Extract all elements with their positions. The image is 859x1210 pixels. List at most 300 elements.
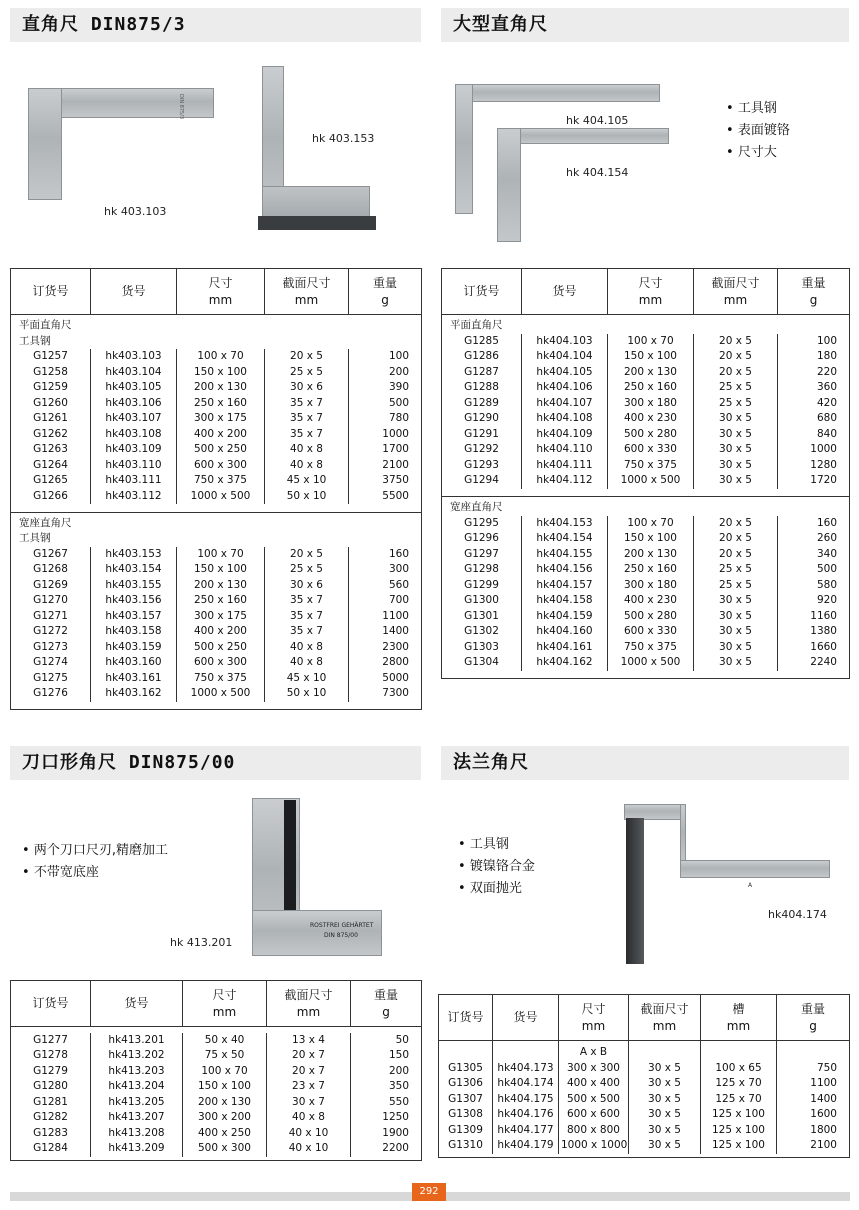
table-cell: 780: [349, 411, 422, 427]
table-cell: 30 x 5: [694, 442, 778, 458]
group-row: [442, 497, 850, 516]
table-row: [442, 334, 850, 350]
table-row: [11, 489, 422, 505]
table-row: [11, 640, 422, 656]
column-header: 尺寸 mm: [183, 981, 267, 1027]
table-cell: hk404.104: [522, 349, 608, 365]
table-cell: 680: [778, 411, 850, 427]
table-cell: 2200: [351, 1141, 422, 1157]
table-cell: 30 x 5: [694, 458, 778, 474]
table-row: [11, 562, 422, 578]
column-header: 货号: [522, 269, 608, 315]
table-cell: 25 x 5: [265, 562, 349, 578]
column-header: 尺寸 mm: [608, 269, 694, 315]
features-flange-square: [458, 834, 535, 900]
table-cell: 1700: [349, 442, 422, 458]
table-row: [442, 593, 850, 609]
image-label-404-105: hk 404.105: [566, 114, 629, 127]
table-cell: hk403.107: [91, 411, 177, 427]
table-cell: hk404.153: [522, 516, 608, 532]
table-cell: 550: [351, 1095, 422, 1111]
table-cell: 600 x 300: [177, 655, 265, 671]
table-cell: 1280: [778, 458, 850, 474]
table-cell: 125 x 70: [701, 1092, 777, 1108]
column-header: 重量 g: [349, 269, 422, 315]
table-cell: G1281: [33, 1095, 68, 1108]
table-cell: 20 x 5: [694, 531, 778, 547]
table-cell: 250 x 160: [608, 562, 694, 578]
table-row: [11, 349, 422, 365]
table-cell: 35 x 7: [265, 427, 349, 443]
feature-item: • 工具钢: [726, 98, 790, 120]
table-row: [439, 1076, 850, 1092]
table-cell: hk403.111: [91, 473, 177, 489]
table-cell: G1270: [33, 594, 68, 606]
table-cell: 400 x 230: [608, 411, 694, 427]
table-cell: hk403.103: [91, 349, 177, 365]
table-cell: 40 x 10: [267, 1126, 351, 1142]
column-header: 货号: [91, 269, 177, 315]
table-row: [11, 365, 422, 381]
table-cell: 75 x 50: [183, 1048, 267, 1064]
table-cell: 35 x 7: [265, 411, 349, 427]
table-row: [442, 624, 850, 640]
table-cell: 1000 x 500: [608, 473, 694, 489]
table-cell: 1160: [778, 609, 850, 625]
table-cell: 100 x 70: [183, 1064, 267, 1080]
table-cell: G1294: [464, 474, 499, 486]
image-label-403-103: hk 403.103: [104, 205, 167, 218]
table-cell: 3750: [349, 473, 422, 489]
table-cell: 920: [778, 593, 850, 609]
table-cell: G1274: [33, 656, 68, 668]
group-row: [11, 315, 422, 350]
dimension-subheader: A x B: [559, 1041, 629, 1061]
table-cell: 30 x 5: [629, 1138, 701, 1154]
table-cell: 30 x 5: [694, 427, 778, 443]
table-cell: 2240: [778, 655, 850, 671]
table-cell: 200: [351, 1064, 422, 1080]
table-cell: 200 x 130: [608, 365, 694, 381]
table-cell: hk413.204: [91, 1079, 183, 1095]
features-large-square: [726, 98, 790, 164]
table-cell: 1400: [349, 624, 422, 640]
table-row: [11, 1079, 422, 1095]
table-row: [11, 547, 422, 563]
table-cell: 750 x 375: [608, 458, 694, 474]
table-cell: G1289: [464, 396, 499, 409]
table-cell: 500 x 280: [608, 427, 694, 443]
table-cell: 200 x 130: [183, 1095, 267, 1111]
table-cell: G1272: [33, 625, 68, 637]
flat-square-image: [28, 88, 214, 200]
table-cell: 150 x 100: [177, 365, 265, 381]
feature-item: • 两个刀口尺刃,精磨加工: [22, 840, 168, 862]
table-cell: 500 x 250: [177, 640, 265, 656]
group-row: [442, 315, 850, 334]
square-stamp: DIN 875/3: [178, 94, 184, 120]
table-cell: G1279: [33, 1064, 68, 1077]
table-cell: hk413.208: [91, 1126, 183, 1142]
subheader-row: [439, 1041, 850, 1061]
table-row: [439, 1092, 850, 1108]
table-cell: G1267: [33, 547, 68, 560]
table-cell: 1250: [351, 1110, 422, 1126]
base-square-image: [258, 66, 386, 230]
table-row: [11, 1095, 422, 1111]
table-cell: hk404.174: [493, 1076, 559, 1092]
table-knife-edge-square: [10, 980, 422, 1161]
table-cell: 600 x 330: [608, 442, 694, 458]
table-cell: G1286: [464, 350, 499, 362]
table-cell: 30 x 5: [694, 640, 778, 656]
table-cell: 30 x 5: [694, 411, 778, 427]
table-cell: hk404.103: [522, 334, 608, 350]
table-cell: G1295: [464, 516, 499, 529]
table-cell: 40 x 8: [265, 640, 349, 656]
feature-item: • 工具钢: [458, 834, 535, 856]
table-cell: 300 x 180: [608, 396, 694, 412]
table-cell: G1306: [448, 1077, 483, 1089]
table-cell: G1276: [33, 687, 68, 699]
table-cell: 300 x 300: [559, 1061, 629, 1077]
table-cell: 400 x 200: [177, 624, 265, 640]
table-cell: hk403.153: [91, 547, 177, 563]
column-header: 槽 mm: [701, 995, 777, 1041]
table-cell: 160: [778, 516, 850, 532]
flange-square-image: [622, 804, 832, 964]
table-cell: hk404.154: [522, 531, 608, 547]
table-cell: 50 x 40: [183, 1033, 267, 1049]
table-cell: G1280: [33, 1080, 68, 1092]
table-cell: 2800: [349, 655, 422, 671]
table-cell: 400 x 200: [177, 427, 265, 443]
table-cell: hk404.176: [493, 1107, 559, 1123]
table-cell: hk404.160: [522, 624, 608, 640]
table-cell: 1000 x 500: [608, 655, 694, 671]
table-cell: 5500: [349, 489, 422, 505]
table-row: [442, 531, 850, 547]
table-cell: hk404.179: [493, 1138, 559, 1154]
table-cell: 30 x 6: [265, 578, 349, 594]
table-cell: hk403.158: [91, 624, 177, 640]
image-label-403-153: hk 403.153: [312, 132, 375, 145]
table-row: [442, 427, 850, 443]
table-row: [11, 1110, 422, 1126]
table-row: [442, 349, 850, 365]
table-cell: 340: [778, 547, 850, 563]
table-cell: G1304: [464, 656, 499, 668]
table-cell: G1292: [464, 443, 499, 455]
table-cell: 40 x 8: [265, 655, 349, 671]
table-cell: hk413.202: [91, 1048, 183, 1064]
group-title: 平面直角尺: [450, 319, 503, 331]
table-cell: hk404.110: [522, 442, 608, 458]
table-cell: G1266: [33, 489, 68, 502]
table-cell: G1273: [33, 640, 68, 653]
table-cell: hk404.155: [522, 547, 608, 563]
table-row: [11, 1033, 422, 1049]
table-cell: G1264: [33, 458, 68, 471]
feature-item: • 双面抛光: [458, 878, 535, 900]
table-cell: hk404.159: [522, 609, 608, 625]
image-label-404-154: hk 404.154: [566, 166, 629, 179]
table-cell: 360: [778, 380, 850, 396]
table-cell: 400 x 230: [608, 593, 694, 609]
table-cell: 20 x 7: [267, 1048, 351, 1064]
table-cell: G1284: [33, 1142, 68, 1154]
table-cell: 30 x 5: [694, 593, 778, 609]
table-cell: 300 x 175: [177, 411, 265, 427]
table-cell: hk403.105: [91, 380, 177, 396]
table-cell: 13 x 4: [267, 1033, 351, 1049]
table-row: [442, 655, 850, 671]
table-cell: G1257: [33, 350, 68, 362]
column-header: 截面尺寸 mm: [265, 269, 349, 315]
table-row: [442, 609, 850, 625]
table-cell: 1600: [777, 1107, 850, 1123]
table-cell: 20 x 5: [265, 547, 349, 563]
table-row: [11, 578, 422, 594]
table-cell: 200: [349, 365, 422, 381]
table-cell: hk413.207: [91, 1110, 183, 1126]
table-cell: 25 x 5: [694, 380, 778, 396]
table-row: [11, 624, 422, 640]
table-cell: 35 x 7: [265, 593, 349, 609]
table-cell: G1308: [448, 1108, 483, 1120]
table-cell: 45 x 10: [265, 473, 349, 489]
table-row: [439, 1107, 850, 1123]
table-cell: 150 x 100: [183, 1079, 267, 1095]
table-cell: hk403.154: [91, 562, 177, 578]
table-cell: hk413.203: [91, 1064, 183, 1080]
table-cell: 500 x 300: [183, 1141, 267, 1157]
table-cell: G1299: [464, 578, 499, 591]
feature-item: • 尺寸大: [726, 142, 790, 164]
table-cell: G1293: [464, 458, 499, 471]
table-cell: 1720: [778, 473, 850, 489]
table-cell: 400 x 400: [559, 1076, 629, 1092]
table-cell: 7300: [349, 686, 422, 702]
table-row: [11, 671, 422, 687]
table-row: [11, 655, 422, 671]
column-header: 货号: [91, 981, 183, 1027]
table-cell: G1301: [464, 609, 499, 622]
table-square-din875-3: [10, 268, 422, 710]
table-cell: 250 x 160: [177, 593, 265, 609]
table-cell: 220: [778, 365, 850, 381]
table-cell: G1265: [33, 474, 68, 486]
column-header: 尺寸 mm: [559, 995, 629, 1041]
table-cell: 23 x 7: [267, 1079, 351, 1095]
section-title-square-din875-3: 直角尺 DIN875/3: [10, 8, 421, 42]
column-header: 订货号: [442, 269, 522, 315]
table-cell: hk403.156: [91, 593, 177, 609]
table-cell: 350: [351, 1079, 422, 1095]
table-row: [11, 396, 422, 412]
table-row: [442, 562, 850, 578]
table-cell: 250 x 160: [177, 396, 265, 412]
table-cell: hk403.157: [91, 609, 177, 625]
table-cell: 150 x 100: [177, 562, 265, 578]
column-header: 重量 g: [778, 269, 850, 315]
table-cell: hk404.175: [493, 1092, 559, 1108]
knife-edge-square-image: [252, 798, 384, 958]
table-cell: hk404.111: [522, 458, 608, 474]
table-cell: 1000 x 500: [177, 686, 265, 702]
table-cell: 200 x 130: [608, 547, 694, 563]
table-cell: hk413.205: [91, 1095, 183, 1111]
table-cell: hk404.158: [522, 593, 608, 609]
table-cell: 30 x 6: [265, 380, 349, 396]
table-cell: 20 x 7: [267, 1064, 351, 1080]
table-cell: 300: [349, 562, 422, 578]
group-title: 平面直角尺 工具钢: [19, 319, 72, 347]
column-header: 订货号: [11, 981, 91, 1027]
section-title-flange-square: 法兰角尺: [441, 746, 849, 780]
table-cell: hk403.159: [91, 640, 177, 656]
table-cell: 500: [349, 396, 422, 412]
table-cell: G1285: [464, 334, 499, 347]
table-row: [439, 1138, 850, 1154]
table-cell: G1296: [464, 532, 499, 544]
table-cell: 50 x 10: [265, 686, 349, 702]
table-cell: G1262: [33, 427, 68, 440]
table-row: [11, 380, 422, 396]
table-cell: hk403.104: [91, 365, 177, 381]
table-cell: 750 x 375: [177, 473, 265, 489]
table-cell: 500 x 250: [177, 442, 265, 458]
table-cell: 1900: [351, 1126, 422, 1142]
table-cell: 50 x 10: [265, 489, 349, 505]
table-cell: hk403.112: [91, 489, 177, 505]
image-label-413-201: hk 413.201: [170, 936, 233, 949]
table-cell: 125 x 100: [701, 1123, 777, 1139]
column-header: 重量 g: [351, 981, 422, 1027]
table-large-square: [441, 268, 850, 679]
group-title: 宽座直角尺 工具钢: [19, 516, 72, 544]
feature-item: • 不带宽底座: [22, 862, 168, 884]
table-cell: 420: [778, 396, 850, 412]
table-cell: 40 x 8: [267, 1110, 351, 1126]
table-cell: G1271: [33, 609, 68, 622]
page-number: 292: [412, 1183, 446, 1201]
table-cell: 5000: [349, 671, 422, 687]
table-cell: 200 x 130: [177, 578, 265, 594]
column-header: 订货号: [11, 269, 91, 315]
table-cell: G1258: [33, 365, 68, 378]
column-header: 尺寸 mm: [177, 269, 265, 315]
table-cell: 200 x 130: [177, 380, 265, 396]
table-cell: 30 x 5: [629, 1123, 701, 1139]
knife-stamp-line1: ROSTFREI GEHÄRTET: [310, 922, 374, 929]
table-cell: 20 x 5: [694, 349, 778, 365]
table-cell: 750 x 375: [608, 640, 694, 656]
table-cell: 580: [778, 578, 850, 594]
table-row: [11, 458, 422, 474]
table-cell: 1660: [778, 640, 850, 656]
table-row: [442, 380, 850, 396]
table-cell: G1298: [464, 563, 499, 575]
table-cell: G1283: [33, 1126, 68, 1139]
table-cell: 35 x 7: [265, 624, 349, 640]
table-cell: G1290: [464, 412, 499, 424]
table-cell: 125 x 70: [701, 1076, 777, 1092]
table-cell: hk404.157: [522, 578, 608, 594]
table-row: [11, 1126, 422, 1142]
table-cell: G1300: [464, 594, 499, 606]
table-cell: hk403.160: [91, 655, 177, 671]
table-cell: 600 x 600: [559, 1107, 629, 1123]
table-cell: hk404.106: [522, 380, 608, 396]
table-cell: 180: [778, 349, 850, 365]
table-row: [11, 593, 422, 609]
table-cell: 50: [351, 1033, 422, 1049]
table-cell: 20 x 5: [694, 516, 778, 532]
table-cell: 30 x 5: [629, 1092, 701, 1108]
table-cell: 390: [349, 380, 422, 396]
table-cell: 25 x 5: [265, 365, 349, 381]
table-cell: G1263: [33, 443, 68, 455]
group-row: [11, 512, 422, 547]
table-cell: 750: [777, 1061, 850, 1077]
table-cell: G1269: [33, 578, 68, 591]
table-cell: G1310: [448, 1139, 483, 1151]
table-cell: 100 x 70: [177, 349, 265, 365]
table-cell: 150: [351, 1048, 422, 1064]
table-row: [11, 473, 422, 489]
knife-stamp-line2: DIN 875/00: [324, 932, 358, 939]
table-cell: 20 x 5: [694, 365, 778, 381]
table-cell: hk404.177: [493, 1123, 559, 1139]
section-title-knife-edge-square: 刀口形角尺 DIN875/00: [10, 746, 421, 780]
table-cell: 250 x 160: [608, 380, 694, 396]
table-cell: G1275: [33, 671, 68, 684]
feature-item: • 表面镀铬: [726, 120, 790, 142]
table-cell: 2100: [777, 1138, 850, 1154]
table-cell: 150 x 100: [608, 531, 694, 547]
table-cell: G1291: [464, 427, 499, 440]
table-cell: 30 x 5: [629, 1061, 701, 1077]
table-cell: hk404.173: [493, 1061, 559, 1077]
table-cell: 35 x 7: [265, 609, 349, 625]
table-cell: 100 x 70: [608, 516, 694, 532]
table-cell: 840: [778, 427, 850, 443]
table-cell: hk404.109: [522, 427, 608, 443]
table-cell: 40 x 8: [265, 442, 349, 458]
table-cell: 20 x 5: [265, 349, 349, 365]
table-cell: 30 x 5: [694, 655, 778, 671]
table-cell: 500 x 280: [608, 609, 694, 625]
table-cell: 40 x 10: [267, 1141, 351, 1157]
table-row: [11, 411, 422, 427]
table-cell: hk413.201: [91, 1033, 183, 1049]
table-row: [439, 1061, 850, 1077]
table-cell: 2100: [349, 458, 422, 474]
table-flange-square: [438, 994, 850, 1158]
table-row: [442, 640, 850, 656]
table-cell: 100: [778, 334, 850, 350]
dimension-a-label: A: [748, 882, 753, 889]
table-cell: G1305: [448, 1061, 483, 1074]
table-cell: hk404.105: [522, 365, 608, 381]
table-row: [442, 547, 850, 563]
table-cell: hk403.108: [91, 427, 177, 443]
table-cell: 150 x 100: [608, 349, 694, 365]
table-cell: 750 x 375: [177, 671, 265, 687]
table-cell: G1277: [33, 1033, 68, 1046]
table-cell: G1309: [448, 1123, 483, 1136]
